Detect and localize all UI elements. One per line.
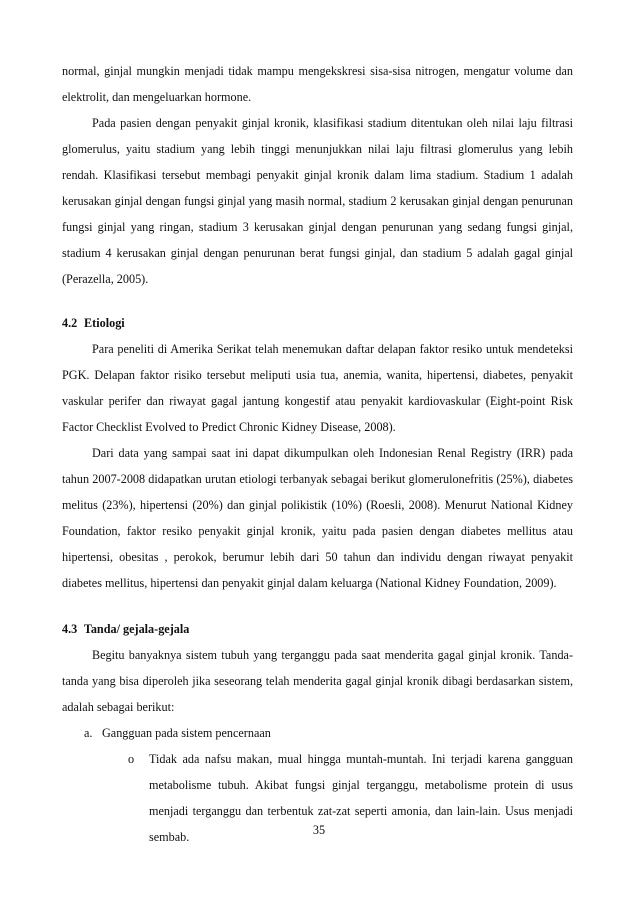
section-title: Tanda/ gejala-gejala <box>83 622 190 636</box>
section-title: Etiologi <box>84 316 125 330</box>
paragraph-tanda-intro: Begitu banyaknya sistem tubuh yang terganggu pada saat menderita gagal ginjal kronik. Tanda-tanda yang bisa diperoleh jika seseorang telah menderita gagal ginjal kronik dibagi berdasarkan sistem, adalah sebagai berikut: <box>62 648 573 714</box>
list-marker: a. <box>84 726 93 740</box>
paragraph-etiologi-2: Dari data yang sampai saat ini dapat dikumpulkan oleh Indonesian Renal Registry (IRR) pada tahun 2007-2008 didapatkan urutan etiologi terbanyak sebagai berikut glomerulonefritis (25%), diabetes melitus (23%), hipertensi (20%) dan ginjal polikistik (10%) (Roesli, 2008). Menurut National Kidney Foundation, faktor resiko penyakit ginjal kronik, yaitu pada pasien dengan diabetes mellitus atau hipertensi, obesitas , perokok, berumur lebih dari 50 tahun dan individu dengan riwayat penyakit diabetes mellitus, hipertensi dan penyakit ginjal dalam keluarga (National Kidney Foundation, 2009). <box>62 446 573 590</box>
bullet-text: Tidak ada nafsu makan, mual hingga muntah-muntah. Ini terjadi karena gangguan metabolisme tubuh. Akibat fungsi ginjal terganggu, metabolisme protein di usus menjadi terganggu dan terbentuk zat-zat seperti amonia, dan lain-lain. Usus menjadi sembab. <box>149 752 573 844</box>
paragraph-continuation: normal, ginjal mungkin menjadi tidak mampu mengekskresi sisa-sisa nitrogen, mengatur volume dan elektrolit, dan mengeluarkan hormone. <box>62 64 573 104</box>
page-content <box>62 58 573 850</box>
section-heading-etiologi <box>62 310 573 336</box>
section-heading-tanda <box>62 616 573 642</box>
paragraph-etiologi-1: Para peneliti di Amerika Serikat telah menemukan daftar delapan faktor resiko untuk mendeteksi PGK. Delapan faktor risiko tersebut meliputi usia tua, anemia, wanita, hipertensi, diabetes, penyakit vaskular perifer dan riwayat gagal jantung kongestif atau penyakit kardiovaskular (Eight-point Risk Factor Checklist Evolved to Predict Chronic Kidney Disease, 2008). <box>62 342 573 434</box>
section-number: 4.3 <box>62 622 78 636</box>
list-item-label: Gangguan pada sistem pencernaan <box>102 726 271 740</box>
paragraph-stadium: Pada pasien dengan penyakit ginjal kronik, klasifikasi stadium ditentukan oleh nilai laju filtrasi glomerulus, yaitu stadium yang lebih tinggi menunjukkan nilai laju filtrasi glomerulus yang lebih rendah. Klasifikasi tersebut membagi penyakit ginjal kronik dalam lima stadium. Stadium 1 adalah kerusakan ginjal dengan fungsi ginjal yang masih normal, stadium 2 kerusakan ginjal dengan penurunan fungsi ginjal yang ringan, stadium 3 kerusakan ginjal dengan penurunan yang sedang fungsi ginjal, stadium 4 kerusakan ginjal dengan penurunan berat fungsi ginjal, dan stadium 5 adalah gagal ginjal (Perazella, 2005). <box>62 116 573 286</box>
page-number: 35 <box>312 823 326 837</box>
bullet-circle-icon: o <box>128 752 135 766</box>
section-number: 4.2 <box>62 316 78 330</box>
